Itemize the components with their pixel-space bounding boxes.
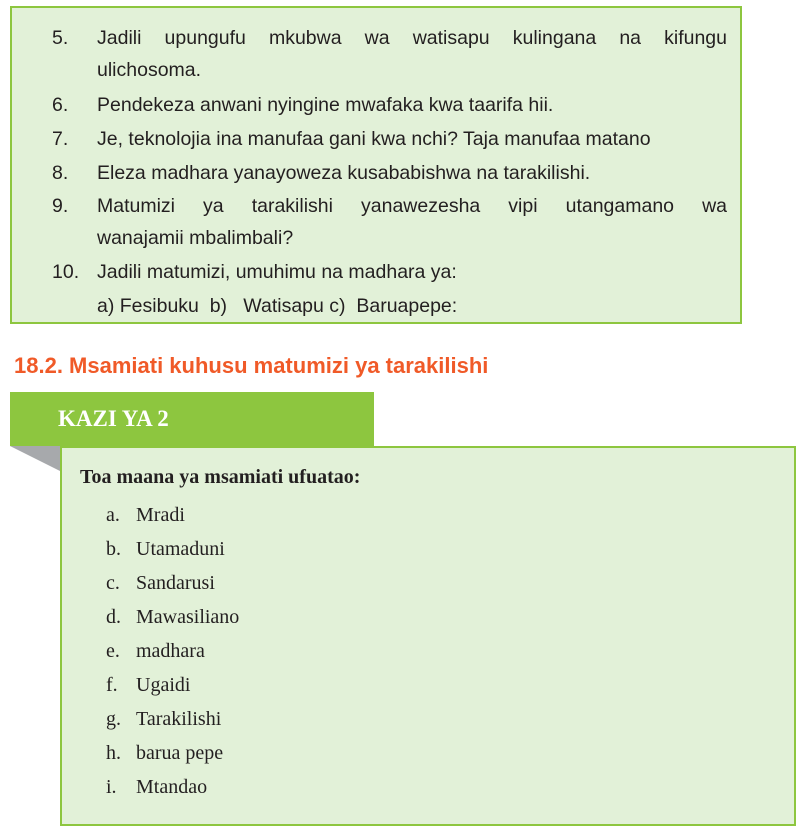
question-number: 8. <box>52 162 69 184</box>
item-letter: f. <box>106 674 118 696</box>
question-number: 5. <box>52 27 69 49</box>
question-text <box>97 157 727 189</box>
question-5 <box>52 22 727 86</box>
question-line: Jadili upungufu mkubwa wa watisapu kulingana na kifungu <box>97 27 727 49</box>
activity-tab <box>10 392 374 446</box>
item-word: Mradi <box>136 504 185 526</box>
item-word: Sandarusi <box>136 572 215 594</box>
question-line: Jadili matumizi, umuhimu na madhara ya: <box>97 261 457 283</box>
question-8 <box>52 157 727 189</box>
item-word: Tarakilishi <box>136 708 222 730</box>
question-10 <box>52 256 727 288</box>
question-text <box>97 22 727 86</box>
activity-box <box>60 446 796 826</box>
question-line: Matumizi ya tarakilishi yanawezesha vipi utangamano wa <box>97 195 727 217</box>
vocabulary-item <box>106 566 239 600</box>
question-10-options: a) Fesibuku b) Watisapu c) Baruapepe: <box>97 295 458 317</box>
vocabulary-item <box>106 702 239 736</box>
tab-fold-shadow <box>10 446 62 472</box>
section-heading: 18.2. Msamiati kuhusu matumizi ya tarakilishi <box>14 353 489 378</box>
item-letter: g. <box>106 708 121 730</box>
activity-instruction: Toa maana ya msamiati ufuatao: <box>80 466 361 488</box>
question-line: Je, teknolojia ina manufaa gani kwa nchi? Taja manufaa matano <box>97 128 651 150</box>
item-letter: h. <box>106 742 121 764</box>
vocabulary-item <box>106 736 239 770</box>
item-word: Utamaduni <box>136 538 225 560</box>
question-line: ulichosoma. <box>97 59 202 81</box>
question-line: wanajamii mbalimbali? <box>97 227 294 249</box>
question-number: 7. <box>52 128 69 150</box>
item-letter: d. <box>106 606 121 628</box>
question-text <box>97 256 727 288</box>
item-letter: e. <box>106 640 120 662</box>
vocabulary-item <box>106 600 239 634</box>
item-word: Mtandao <box>136 776 208 798</box>
question-6 <box>52 89 727 121</box>
question-line: Eleza madhara yanayoweza kusababishwa na tarakilishi. <box>97 162 591 184</box>
question-text <box>97 89 727 121</box>
question-line: Pendekeza anwani nyingine mwafaka kwa taarifa hii. <box>97 94 554 116</box>
item-word: barua pepe <box>136 742 224 764</box>
item-letter: b. <box>106 538 121 560</box>
question-number: 9. <box>52 195 69 217</box>
item-letter: a. <box>106 504 120 526</box>
question-number: 10. <box>52 261 80 283</box>
vocabulary-item <box>106 770 239 804</box>
question-text <box>97 190 727 254</box>
item-word: Mawasiliano <box>136 606 240 628</box>
item-word: madhara <box>136 640 205 662</box>
vocabulary-item <box>106 668 239 702</box>
vocabulary-list <box>106 498 239 804</box>
question-number: 6. <box>52 94 69 116</box>
question-7 <box>52 123 727 155</box>
questions-box <box>10 6 742 324</box>
activity-tab-label: KAZI YA 2 <box>58 406 169 431</box>
vocabulary-item <box>106 498 239 532</box>
vocabulary-item <box>106 532 239 566</box>
question-text <box>97 123 727 155</box>
item-letter: i. <box>106 776 117 798</box>
item-letter: c. <box>106 572 120 594</box>
question-9 <box>52 190 727 254</box>
item-word: Ugaidi <box>136 674 191 696</box>
vocabulary-item <box>106 634 239 668</box>
